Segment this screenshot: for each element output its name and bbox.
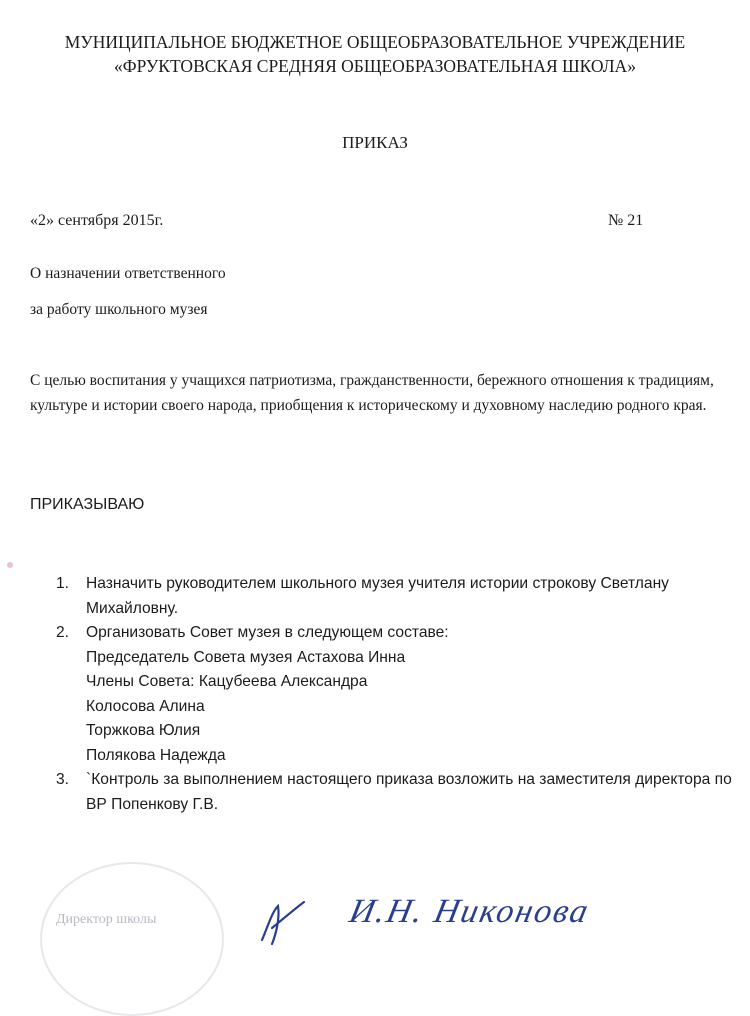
council-member: Торжкова Юлия — [86, 722, 201, 739]
stamp-label: Директор школы — [56, 912, 157, 927]
item-text: Организовать Совет музея в следующем составе: — [86, 624, 449, 641]
paper-speck — [7, 562, 13, 568]
signature-name: И.Н. Никонова — [346, 893, 594, 930]
document-header — [0, 30, 750, 78]
item-number: 2. — [56, 624, 70, 641]
order-subject — [30, 256, 226, 328]
council-chair: Председатель Совета музея Астахова Инна — [86, 648, 406, 666]
school-name: «ФРУКТОВСКАЯ СРЕДНЯЯ ОБЩЕОБРАЗОВАТЕЛЬНАЯ ШКОЛА» — [114, 56, 636, 76]
item-text: `Контроль за выполнением настоящего приказа возложить на заместителя директора по ВР Попенкову Г.В. — [86, 771, 732, 813]
item-number: 3. — [56, 771, 70, 788]
faded-stamp — [40, 862, 224, 1016]
order-number: № 21 — [608, 212, 644, 229]
order-date: «2» сентября 2015г. — [30, 212, 164, 229]
council-member: Члены Совета: Кацубеева Александра — [86, 673, 368, 690]
council-member: Полякова Надежда — [86, 746, 226, 764]
list-item — [56, 621, 746, 768]
list-item — [56, 572, 746, 621]
order-items-list — [56, 572, 746, 817]
order-word: ПРИКАЗЫВАЮ — [30, 496, 145, 513]
list-item — [56, 768, 746, 817]
council-member: Колосова Алина — [86, 697, 205, 715]
school-type: МУНИЦИПАЛЬНОЕ БЮДЖЕТНОЕ ОБЩЕОБРАЗОВАТЕЛЬНОЕ УЧРЕЖДЕНИЕ — [64, 32, 686, 52]
item-number: 1. — [56, 575, 70, 592]
document-title: ПРИКАЗ — [342, 133, 408, 152]
subject-line: за работу школьного музея — [30, 301, 208, 318]
item-text: Назначить руководителем школьного музея учителя истории строкову Светлану Михайловну. — [86, 575, 669, 617]
subject-line: О назначении ответственного — [30, 265, 226, 282]
preamble-paragraph: С целью воспитания у учащихся патриотизма, гражданственности, бережного отношения к традициям, культуре и истории своего народа, приобщения к историческому и духовному наследию родного края. — [30, 372, 714, 414]
